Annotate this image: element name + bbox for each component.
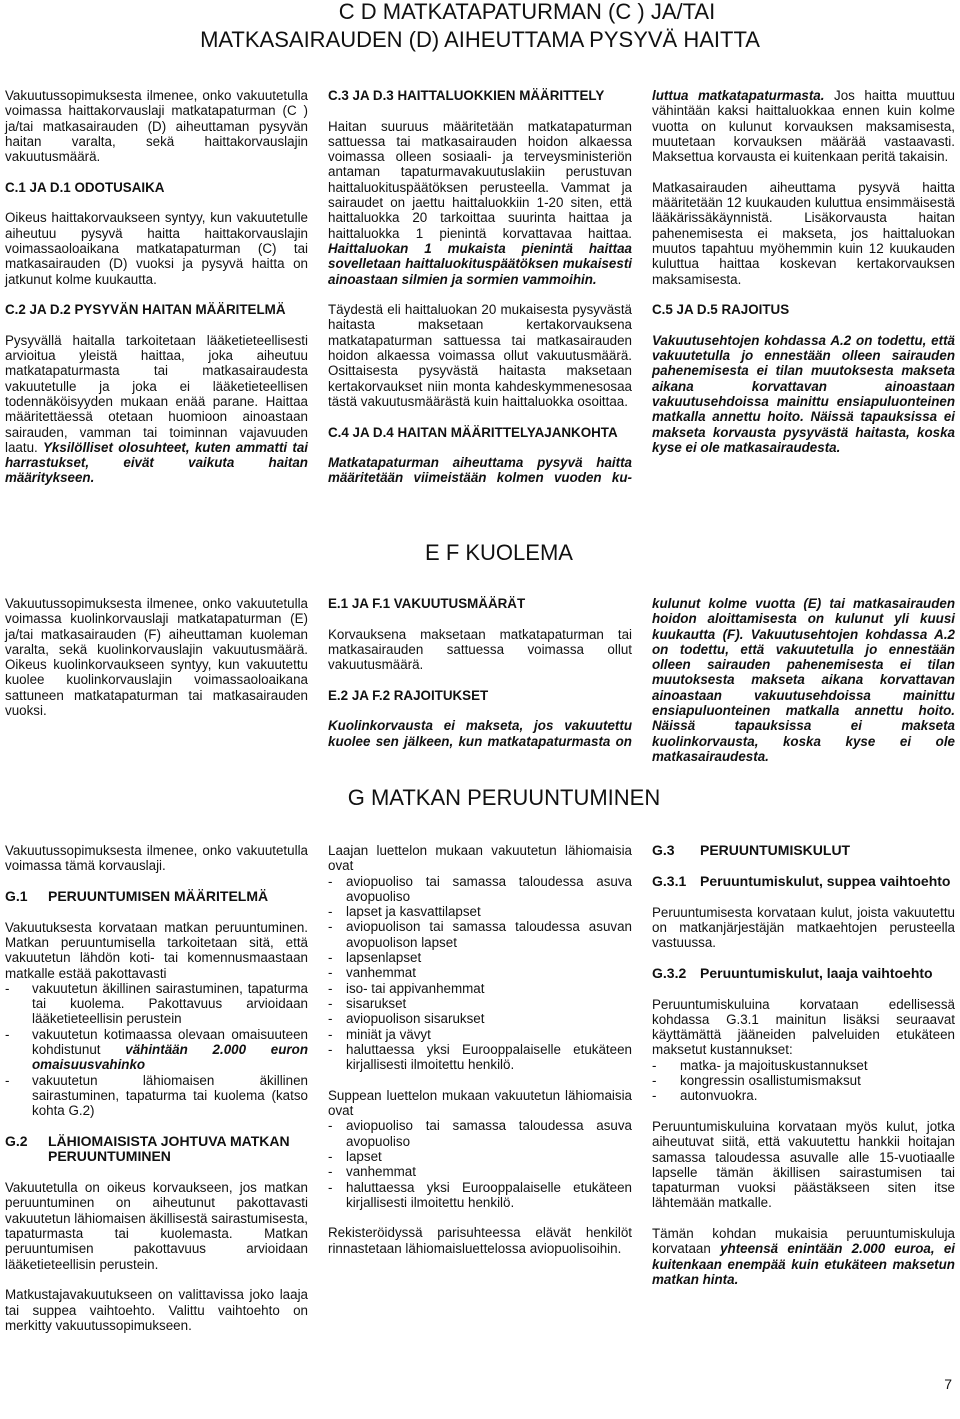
list-item	[328, 1042, 632, 1073]
list-item-text	[32, 1027, 308, 1073]
list-marker: -	[328, 1026, 333, 1042]
list-marker: -	[328, 1179, 333, 1195]
c4-emphasis-continued: luttua matkatapaturmasta.	[652, 88, 825, 103]
list-marker: -	[5, 1026, 10, 1042]
list-item-normal-text: vakuutetun kotimaassa olevaan omaisuuteen kohdistunut	[32, 1026, 308, 1058]
section-cd-title-line-1: C D MATKATAPATURMAN (C ) JA/TAI	[338, 0, 716, 24]
wide-list	[328, 874, 632, 1073]
c4-paragraph	[652, 88, 955, 164]
list-item-text: aviopuolison sisarukset	[346, 1011, 485, 1027]
list-item	[328, 1164, 632, 1179]
section-g-column-3	[652, 843, 955, 1348]
cd-intro: Vakuutussopimuksesta ilmenee, onko vakuutetulla voimassa haittakorvauslaji matkatapaturman (C ) ja/tai matkasairauden (D) aiheuttaman pysyvän haitan varalta, sekä haittakorvauslajin vakuutusmäärä.	[5, 88, 308, 165]
list-item-text: kongressin osallistumismaksut	[680, 1073, 861, 1089]
list-item-text: vanhemmat	[346, 1164, 416, 1180]
g3-title: PERUUNTUMISKULUT	[700, 842, 851, 858]
list-item	[328, 981, 632, 996]
g1-list	[5, 981, 308, 1119]
narrow-list	[328, 1118, 632, 1210]
section-g-columns	[0, 843, 955, 1348]
list-item	[328, 904, 632, 919]
list-item	[652, 1058, 955, 1073]
section-cd-columns	[0, 88, 955, 536]
list-marker: -	[328, 1164, 333, 1180]
g31-number: G.3.1	[652, 872, 687, 889]
c3-text-2: Täydestä eli haittaluokan 20 mukaisesta pysyvästä haitasta maksetaan kertakorvauksena matkatapaturman sattuessa tai matkasairauden hoidon alkaessa voimassa ollut vakuutusmäärä. Osittaisesta pysyvästä haitasta maksetaan kertakorvaukset niin monta kahdeskymmenesosaa tästä vakuutusmäärästä kuin haittaluokka osoittaa.	[328, 302, 632, 409]
list-marker: -	[5, 980, 10, 996]
g1-text: Vakuutuksesta korvataan matkan peruuntuminen. Matkan peruuntumisella tarkoitetaan sitä, että vakuutetun lähdön koti- tai komennusmaastaan matkalle estää pakottavasti	[5, 919, 308, 981]
c2-text: Pysyvällä haitalla tarkoitetaan lääketieteellisesti arvioitua yleistä haittaa, joka aiheutuu matkatapaturmasta tai matkasairaudesta vakuutetulle ja joka ei lääketieteellisen todennäköisyyden mukaan enää parane. Haittaa määritettäessä otetaan huomioon ainoastaan sairauden, vamman tai toiminnan vajavuuden laatu.	[5, 332, 308, 455]
page-number: 7	[944, 1376, 952, 1392]
list-marker: -	[652, 1073, 657, 1089]
list-item-text: autonvuokra.	[680, 1088, 758, 1104]
list-item	[328, 950, 632, 965]
list-item-emphasis: vähintään 2.000 euron omaisuusvahinko	[32, 1042, 308, 1073]
section-g-title: G MATKAN PERUUNTUMINEN	[347, 785, 661, 810]
list-item-text: vakuutetun äkillinen sairastuminen, tapaturma tai kuolema. Pakottavuus arvioidaan lääketieteellisin perustein	[32, 980, 308, 1027]
list-item-text: iso- tai appivanhemmat	[346, 980, 485, 996]
list-marker: -	[328, 995, 333, 1011]
g2-number: G.2	[5, 1132, 28, 1149]
c4-heading: C.4 JA D.4 HAITAN MÄÄRITTELYAJANKOHTA	[328, 424, 618, 440]
c2-paragraph	[5, 333, 308, 486]
section-ef-column-2	[328, 596, 632, 780]
list-marker: -	[5, 1072, 10, 1088]
list-item-text: vanhemmat	[346, 965, 416, 981]
list-item	[328, 874, 632, 905]
registered-partnership-note: Rekisteröidyssä parisuhteessa elävät henkilöt rinnastetaan lähiomaisluettelossa aviopuolisoihin.	[328, 1225, 632, 1256]
list-item	[328, 965, 632, 980]
list-marker: -	[328, 1118, 333, 1134]
e2-heading: E.2 JA F.2 RAJOITUKSET	[328, 687, 489, 703]
list-item-text: lapset ja kasvattilapset	[346, 904, 481, 920]
list-item-text: haluttaessa yksi Eurooppalaiselle etukäteen kirjallisesti ilmoitettu henkilö.	[346, 1179, 632, 1210]
list-item	[652, 1088, 955, 1103]
section-cd-column-1	[5, 88, 308, 536]
list-item	[328, 1011, 632, 1026]
wide-list-intro: Laajan luettelon mukaan vakuutetun lähiomaisia ovat	[328, 843, 632, 874]
list-marker: -	[328, 1011, 333, 1027]
g3-heading	[652, 843, 955, 859]
list-marker: -	[328, 950, 333, 966]
section-cd-title-line-2: MATKASAIRAUDEN (D) AIHEUTTAMA PYSYVÄ HAITTA	[200, 27, 760, 52]
g31-text: Peruuntumisesta korvataan kulut, joista vakuutettu on matkanjärjestäjän matkaehtojen perusteella vastuussa.	[652, 904, 955, 951]
e1-heading: E.1 JA F.1 VAKUUTUSMÄÄRÄT	[328, 596, 526, 611]
list-item-text: matka- ja majoituskustannukset	[680, 1057, 868, 1073]
section-ef-columns	[0, 596, 955, 780]
list-item-text: aviopuoliso tai samassa taloudessa asuva avopuoliso	[346, 873, 632, 904]
list-item	[328, 1027, 632, 1042]
g32-list	[652, 1058, 955, 1104]
section-cd-column-2	[328, 88, 632, 536]
list-marker: -	[328, 904, 333, 920]
c4-text-2: Matkasairauden aiheuttama pysyvä haitta määritetään 12 kuukauden kuluttua ensimmäisestä lääkärissäkäynnistä. Lisäkorvausta haitan pahenemisesta ei makseta, jos haittaluokan muutos tapahtuu myöhemmin kuin 12 kuukauden kuluttua haittaa koskevan kertakorvauksen maksamisesta.	[652, 179, 955, 287]
list-item-text: haluttaessa yksi Eurooppalaiselle etukäteen kirjallisesti ilmoitettu henkilö.	[346, 1041, 632, 1073]
list-item	[328, 1180, 632, 1211]
g-limit-paragraph	[652, 1226, 955, 1287]
list-marker: -	[328, 1148, 333, 1164]
g2-title: LÄHIOMAISISTA JOHTUVA MATKAN PERUUNTUMINEN	[48, 1132, 290, 1165]
section-cd-column-3	[652, 88, 955, 536]
g-limit-text: Tämän kohdan mukaisia peruuntumiskuluja korvataan	[652, 1226, 955, 1257]
section-cd-title	[0, 0, 960, 88]
list-item-text: aviopuolison tai samassa taloudessa asuvan avopuolison lapset	[346, 919, 632, 950]
c1-text: Oikeus haittakorvaukseen syntyy, kun vakuutetulle aiheutuu pysyvä haitta haittakorvauslajin voimassaoloaikana matkatapaturman (C) tai matkasairauden (D) vuoksi ja pysyvä haitta on jatkunut kolme kuukautta.	[5, 210, 308, 287]
ef-intro: Vakuutussopimuksesta ilmenee, onko vakuutetulla voimassa kuolinkorvauslaji matkatapaturman (E) ja/tai matkasairauden (F) aiheuttaman kuoleman varalta, sekä kuolinkorvauslajin vakuutusmäärä. Oikeus kuolinkorvaukseen syntyy, kun vakuutettu kuolee kuolinkorvauslajin voimassaoloaikana sattuneen matkatapaturman tai matkasairauden vuoksi.	[5, 596, 308, 719]
g-intro: Vakuutussopimuksesta ilmenee, onko vakuutetulla voimassa tämä korvauslaji.	[5, 843, 308, 874]
list-item	[5, 981, 308, 1027]
g1-title: PERUUNTUMISEN MÄÄRITELMÄ	[48, 887, 269, 904]
g32-number: G.3.2	[652, 964, 687, 981]
list-item	[328, 1118, 632, 1149]
section-g-column-1	[5, 843, 308, 1348]
c2-emphasis: Yksilölliset olosuhteet, kuten ammatti tai harrastukset, eivät vaikuta haitan määritykseen.	[5, 439, 308, 486]
g2-text: Vakuutetulla on oikeus korvaukseen, jos matkan peruuntuminen on aiheutunut pakottavasti vakuutetun lähiomaisen äkillisestä sairastumisesta, tapaturmasta tai kuolemasta. Matkan peruuntumisen pakottavuus arvioidaan lääketieteellisin perustein.	[5, 1180, 308, 1272]
list-item	[652, 1073, 955, 1088]
c5-emphasis: Vakuutusehtojen kohdassa A.2 on todettu, että vakuutetulla jo ennestään olleen sairauden pahenemisesta ei tilan muutoksesta makseta aikana korvattavan ainoastaan vakuutusehdoissa mainittu ensiapuluonteinen matkalla annettu hoito. Näissä tapauksissa ei makseta korvausta pysyvästä haitasta, koska kyse ei ole matkasairaudesta.	[652, 332, 955, 455]
e2-emphasis-continued: kulunut kolme vuotta (E) tai matkasairauden hoidon aloittamisesta on kulunut yli kuusi kuukautta (F). Vakuutusehtojen kohdassa A.2 on todettu, että vakuutetulla jo ennestään olleen sairauden pahenemisesta ei tilan muutoksesta makseta aikana korvattavan ainoastaan vakuutusehdoissa mainittu ensiapuluonteinen matkalla annettu hoito. Näissä tapauksissa ei makseta kuolinkorvausta, koska kyse ei ole matkasairaudesta.	[652, 596, 955, 764]
c3-heading: C.3 JA D.3 HAITTALUOKKIEN MÄÄRITTELY	[328, 88, 605, 103]
g1-number: G.1	[5, 887, 28, 904]
list-marker: -	[328, 873, 333, 889]
section-ef-column-1	[5, 596, 308, 780]
list-item	[328, 919, 632, 950]
narrow-list-intro: Suppean luettelon mukaan vakuutetun lähiomaisia ovat	[328, 1087, 632, 1119]
g31-title: Peruuntumiskulut, suppea vaihtoehto	[700, 872, 951, 889]
c2-heading: C.2 JA D.2 PYSYVÄN HAITAN MÄÄRITELMÄ	[5, 302, 286, 318]
g31-heading	[652, 874, 955, 890]
c4-emphasis: Matkatapaturman aiheuttama pysyvä haitta määritetään viimeistään kolmen vuoden ku-	[328, 455, 632, 486]
g3-number: G.3	[652, 842, 675, 858]
list-item-text: lapset	[346, 1148, 382, 1164]
list-marker: -	[328, 1041, 333, 1057]
list-item-text: aviopuoliso tai samassa taloudessa asuva avopuoliso	[346, 1118, 632, 1149]
g32-heading	[652, 966, 955, 982]
list-item	[5, 1073, 308, 1119]
g-extra-costs: Peruuntumiskuluina korvataan myös kulut, jotka aiheutuvat siitä, että vakuutettu hankkii hoitajan samassa taloudessa asuvalle alle 15-vuotiaalle lapselle tämän äkillisen sairastumisen tai tapaturman vuoksi päästäkseen siten itse lähtemään matkalle.	[652, 1118, 955, 1211]
list-item-text: lapsenlapset	[346, 950, 422, 966]
c3-paragraph	[328, 119, 632, 287]
c1-heading: C.1 JA D.1 ODOTUSAIKA	[5, 179, 165, 195]
section-ef-title: E F KUOLEMA	[425, 540, 573, 565]
list-marker: -	[652, 1057, 657, 1073]
list-item-text: miniät ja vävyt	[346, 1026, 431, 1042]
c3-text: Haitan suuruus määritetään matkatapaturman sattuessa tai matkasairauden hoidon alkaessa voimassa olleen sosiaali- ja terveysministeriön antaman tapaturmavakuutuslakiin perustuvan haittaluokituspäätöksen perusteella. Vammat ja sairaudet on jaettu haittaluokkiin 1-20 siten, että haittaluokka 20 tarkoittaa suurinta haittaa ja haittaluokka 1 pienintä korvattavaa haittaa.	[328, 118, 632, 241]
list-item-text: vakuutetun lähiomaisen äkillinen sairastuminen, tapaturma tai kuolema (katso kohta G.2)	[32, 1072, 308, 1119]
list-item	[328, 1149, 632, 1164]
e2-emphasis: Kuolinkorvausta ei makseta, jos vakuutettu kuolee sen jälkeen, kun matkatapaturmasta on	[328, 718, 632, 749]
g2-heading	[5, 1134, 308, 1165]
c3-emphasis: Haittaluokan 1 mukaista pienintä haittaa sovelletaan haittaluokituspäätöksen mukaisesti ainoastaan silmien ja sormien vammoihin.	[328, 240, 632, 287]
c5-heading: C.5 JA D.5 RAJOITUS	[652, 302, 790, 318]
section-g-column-2	[328, 843, 632, 1348]
list-item-text: sisarukset	[346, 995, 407, 1011]
c4-text: Jos haitta muuttuu vähintään kaksi haittaluokkaa ennen kuin kolme vuotta on kulunut korvauksen maksamisesta, muutetaan korvauksen määrää vastaavasti. Maksettua korvausta ei kuitenkaan peritä takaisin.	[652, 88, 955, 165]
g-limit-emphasis: yhteensä enintään 2.000 euroa, ei kuitenkaan enempää kuin etukäteen maksetun matkan hinta.	[652, 1241, 955, 1287]
list-marker: -	[328, 919, 333, 935]
g32-title: Peruuntumiskulut, laaja vaihtoehto	[700, 964, 933, 981]
list-marker: -	[328, 980, 333, 996]
g2-text-2: Matkustajavakuutukseen on valittavissa joko laaja tai suppea vaihtoehto. Valittu vaihtoehto on merkitty vakuutussopimukseen.	[5, 1287, 308, 1333]
g1-heading	[5, 889, 308, 905]
list-marker: -	[328, 965, 333, 981]
list-item	[5, 1027, 308, 1073]
section-ef-column-3	[652, 596, 955, 780]
list-marker: -	[652, 1088, 657, 1104]
g32-text: Peruuntumiskuluina korvataan edellisessä kohdassa G.3.1 mainitun lisäksi seuraavat käyttämättä jääneiden palveluiden etukäteen maksetut kustannukset:	[652, 996, 955, 1058]
list-item	[328, 996, 632, 1011]
e1-text: Korvauksena maksetaan matkatapaturman tai matkasairauden sattuessa voimassa ollut vakuutusmäärä.	[328, 626, 632, 673]
